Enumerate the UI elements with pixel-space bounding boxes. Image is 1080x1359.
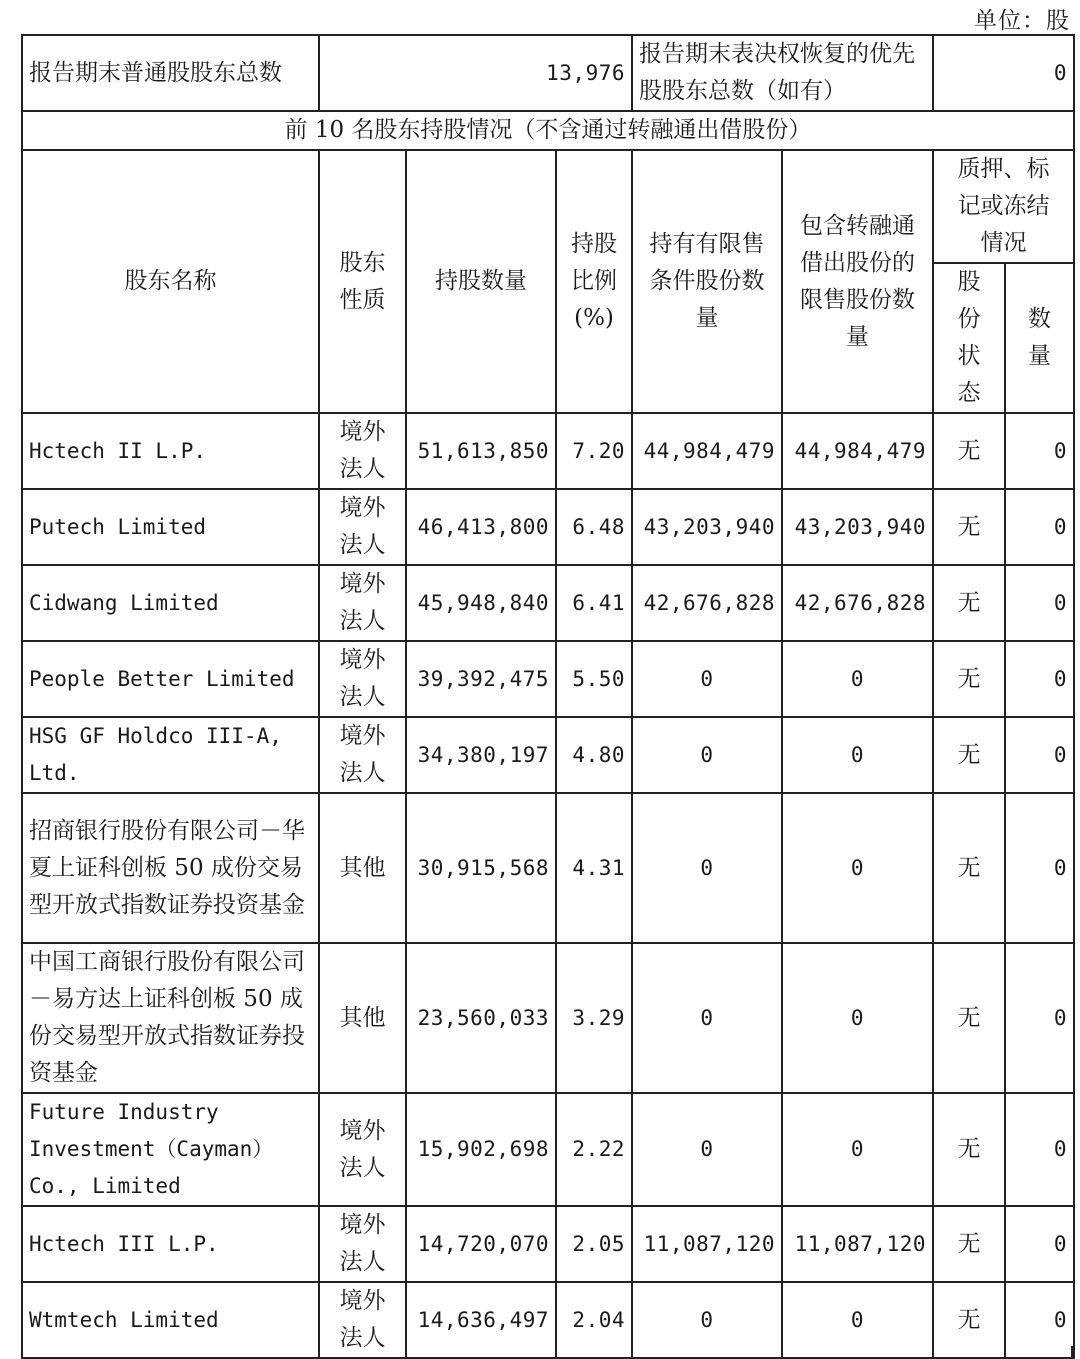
restricted-shares: 11,087,120 xyxy=(632,1206,782,1282)
table-row xyxy=(22,793,1074,943)
shares-held: 45,948,840 xyxy=(406,565,556,641)
shareholder-nature: 境外法人 xyxy=(319,1093,406,1206)
shareholder-nature: 境外法人 xyxy=(319,717,406,793)
shareholder-name: Hctech II L.P. xyxy=(22,413,319,489)
holding-ratio: 4.80 xyxy=(556,717,632,793)
pledge-quantity: 0 xyxy=(1005,943,1074,1093)
restricted-lent-shares: 0 xyxy=(782,1093,933,1206)
pledge-quantity: 0 xyxy=(1005,1093,1074,1206)
restricted-lent-shares: 0 xyxy=(782,943,933,1093)
header-pledge-status: 股份状态 xyxy=(933,263,1005,413)
shares-held: 15,902,698 xyxy=(406,1093,556,1206)
shareholder-name: Putech Limited xyxy=(22,489,319,565)
shares-held: 30,915,568 xyxy=(406,793,556,943)
pledge-status: 无 xyxy=(933,1093,1005,1206)
shareholder-name: Cidwang Limited xyxy=(22,565,319,641)
restricted-lent-shares: 0 xyxy=(782,1282,933,1358)
shares-held: 14,636,497 xyxy=(406,1282,556,1358)
shareholder-nature: 境外法人 xyxy=(319,1206,406,1282)
common-holders-value: 13,976 xyxy=(319,35,632,111)
restricted-shares: 0 xyxy=(632,1093,782,1206)
pledge-status: 无 xyxy=(933,717,1005,793)
common-holders-label: 报告期末普通股股东总数 xyxy=(22,35,319,111)
shareholder-name: 招商银行股份有限公司－华夏上证科创板 50 成份交易型开放式指数证券投资基金 xyxy=(22,793,319,943)
section-title-row xyxy=(22,111,1074,150)
restricted-lent-shares: 44,984,479 xyxy=(782,413,933,489)
shareholder-name: 中国工商银行股份有限公司－易方达上证科创板 50 成份交易型开放式指数证券投资基金 xyxy=(22,943,319,1093)
shares-held: 51,613,850 xyxy=(406,413,556,489)
pledge-status: 无 xyxy=(933,1282,1005,1358)
holding-ratio: 6.41 xyxy=(556,565,632,641)
holding-ratio: 7.20 xyxy=(556,413,632,489)
holding-ratio: 4.31 xyxy=(556,793,632,943)
holding-ratio: 2.05 xyxy=(556,1206,632,1282)
header-shares: 持股数量 xyxy=(406,150,556,413)
restricted-lent-shares: 0 xyxy=(782,717,933,793)
table-row xyxy=(22,943,1074,1093)
shareholder-table xyxy=(21,34,1075,1359)
shareholder-nature: 境外法人 xyxy=(319,1282,406,1358)
restricted-lent-shares: 0 xyxy=(782,793,933,943)
table-row xyxy=(22,413,1074,489)
restricted-shares: 42,676,828 xyxy=(632,565,782,641)
restricted-shares: 0 xyxy=(632,641,782,717)
table-continuation xyxy=(21,1346,1073,1357)
table-row xyxy=(22,1206,1074,1282)
holding-ratio: 2.04 xyxy=(556,1282,632,1358)
unit-label: 单位：股 xyxy=(974,8,1070,34)
table-row xyxy=(22,641,1074,717)
holding-ratio: 5.50 xyxy=(556,641,632,717)
pledge-quantity: 0 xyxy=(1005,1206,1074,1282)
pledge-status: 无 xyxy=(933,489,1005,565)
restricted-shares: 0 xyxy=(632,717,782,793)
section-title: 前 10 名股东持股情况（不含通过转融通出借股份） xyxy=(22,111,1074,150)
header-restricted-lent: 包含转融通借出股份的限售股份数量 xyxy=(782,150,933,413)
pledge-quantity: 0 xyxy=(1005,565,1074,641)
restricted-shares: 0 xyxy=(632,943,782,1093)
table-row xyxy=(22,1093,1074,1206)
pledge-quantity: 0 xyxy=(1005,793,1074,943)
restricted-lent-shares: 42,676,828 xyxy=(782,565,933,641)
shareholder-name: Hctech III L.P. xyxy=(22,1206,319,1282)
header-name: 股东名称 xyxy=(22,150,319,413)
header-restricted: 持有有限售条件股份数量 xyxy=(632,150,782,413)
restricted-lent-shares: 0 xyxy=(782,641,933,717)
shareholder-nature: 其他 xyxy=(319,943,406,1093)
shareholder-name: HSG GF Holdco III-A, Ltd. xyxy=(22,717,319,793)
pledge-quantity: 0 xyxy=(1005,413,1074,489)
preferred-holders-label: 报告期末表决权恢复的优先股股东总数（如有） xyxy=(632,35,933,111)
restricted-lent-shares: 11,087,120 xyxy=(782,1206,933,1282)
restricted-shares: 43,203,940 xyxy=(632,489,782,565)
pledge-status: 无 xyxy=(933,641,1005,717)
shareholder-nature: 其他 xyxy=(319,793,406,943)
shares-held: 34,380,197 xyxy=(406,717,556,793)
pledge-status: 无 xyxy=(933,413,1005,489)
shares-held: 14,720,070 xyxy=(406,1206,556,1282)
shares-held: 39,392,475 xyxy=(406,641,556,717)
restricted-shares: 0 xyxy=(632,793,782,943)
shareholder-nature: 境外法人 xyxy=(319,489,406,565)
pledge-quantity: 0 xyxy=(1005,1282,1074,1358)
holding-ratio: 2.22 xyxy=(556,1093,632,1206)
shareholder-name: People Better Limited xyxy=(22,641,319,717)
table-row xyxy=(22,489,1074,565)
shareholder-nature: 境外法人 xyxy=(319,413,406,489)
restricted-shares: 44,984,479 xyxy=(632,413,782,489)
table-row xyxy=(22,717,1074,793)
header-row-1 xyxy=(22,150,1074,263)
pledge-quantity: 0 xyxy=(1005,489,1074,565)
restricted-lent-shares: 43,203,940 xyxy=(782,489,933,565)
shareholder-name: Wtmtech Limited xyxy=(22,1282,319,1358)
header-nature: 股东性质 xyxy=(319,150,406,413)
pledge-status: 无 xyxy=(933,793,1005,943)
shares-held: 46,413,800 xyxy=(406,489,556,565)
pledge-quantity: 0 xyxy=(1005,717,1074,793)
shareholder-name: Future Industry Investment（Cayman）Co., Limited xyxy=(22,1093,319,1206)
preferred-holders-value: 0 xyxy=(933,35,1074,111)
pledge-status: 无 xyxy=(933,565,1005,641)
header-ratio: 持股比例(%) xyxy=(556,150,632,413)
shares-held: 23,560,033 xyxy=(406,943,556,1093)
shareholder-nature: 境外法人 xyxy=(319,565,406,641)
restricted-shares: 0 xyxy=(632,1282,782,1358)
summary-row xyxy=(22,35,1074,111)
pledge-quantity: 0 xyxy=(1005,641,1074,717)
holding-ratio: 3.29 xyxy=(556,943,632,1093)
pledge-status: 无 xyxy=(933,943,1005,1093)
pledge-status: 无 xyxy=(933,1206,1005,1282)
header-pledge-group: 质押、标记或冻结情况 xyxy=(933,150,1074,263)
table-row xyxy=(22,565,1074,641)
header-pledge-qty: 数量 xyxy=(1005,263,1074,413)
holding-ratio: 6.48 xyxy=(556,489,632,565)
shareholder-nature: 境外法人 xyxy=(319,641,406,717)
